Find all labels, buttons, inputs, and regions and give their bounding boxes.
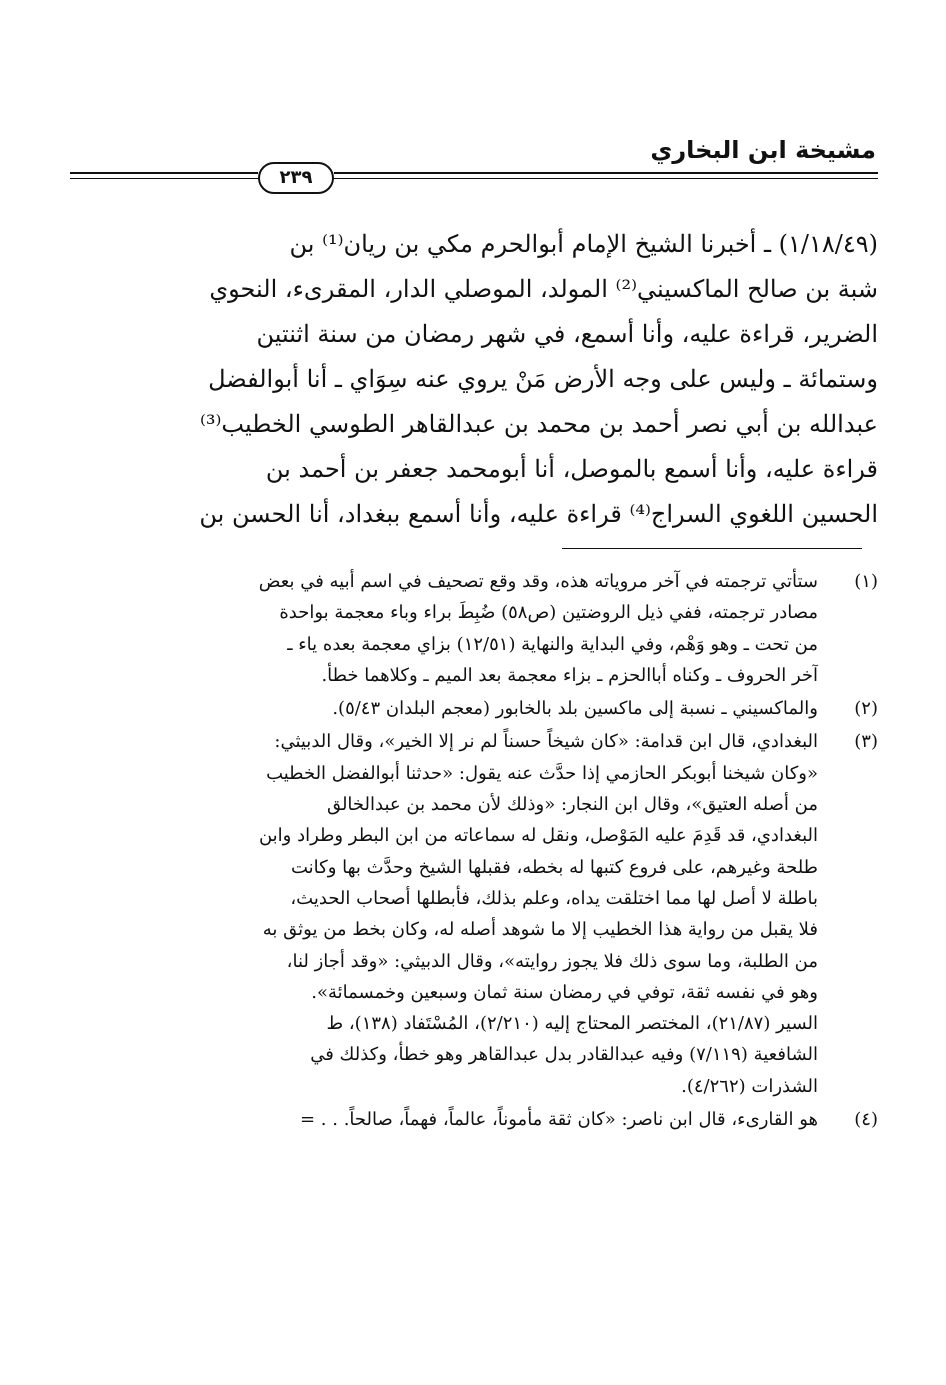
running-header-title: مشيخة ابن البخاري [650, 136, 876, 164]
footnote-line: من تحت ـ وهو وَهْم، وفي البداية والنهاية (١٢/٥١) بزاي معجمة بعده ياء ـ [287, 633, 818, 655]
footnote-separator [562, 548, 862, 549]
footnote-line: البغدادي، قال ابن قدامة: «كان شيخاً حسناً لم نر إلا الخير»، وقال الدبيثي: [274, 731, 818, 753]
footnote-line: هو القارىء، قال ابن ناصر: «كان ثقة مأموناً، عالماً، فهماً، صالحاً. . . = [300, 1109, 818, 1131]
footnote-line: ستأتي ترجمته في آخر مروياته هذه، وقد وقع تصحيف في اسم أبيه في بعض [258, 571, 818, 592]
footnote-line: «وكان شيخنا أبوبكر الحازمي إذا حدَّث عنه يقول: «حدثنا أبوالفضل الخطيب [266, 762, 818, 784]
header-rule-left-thin [70, 178, 258, 179]
footnote-line: فلا يقبل من رواية هذا الخطيب إلا ما شوهد أصله له، وكان بخط من يوثق به [262, 919, 818, 941]
footnote-line: الشافعية (٧/١١٩) وفيه عبدالقادر بدل عبدالقاهر وهو خطأ، وكذلك في [310, 1044, 818, 1066]
footnote-4 [70, 1104, 878, 1135]
footnote-2 [70, 693, 878, 724]
footnote-number: (٤) [854, 1109, 878, 1131]
main-text-line: الضرير، قراءة عليه، وأنا أسمع، في شهر رمضان من سنة اثنتين [256, 320, 878, 348]
footnote-line: والماكسيني ـ نسبة إلى ماكسين بلد بالخابور (معجم البلدان ٥/٤٣). [332, 698, 818, 720]
footnote-number: (١) [854, 571, 878, 592]
main-text-line: وستمائة ـ وليس على وجه الأرض مَنْ يروي عنه سِوَاي ـ أنا أبوالفضل [208, 365, 878, 393]
footnote-line: من الطلبة، وما سوى ذلك فلا يجوز روايته»، وقال الدبيثي: «وقد أجاز لنا، [286, 950, 818, 972]
footnote-line: السير (٢١/٨٧)، المختصر المحتاج إليه (٢/٢١٠)، المُسْتَفاد (١٣٨)، ط [326, 1013, 818, 1035]
footnote-line: من أصله العتيق»، وقال ابن النجار: «وذلك لأن محمد بن عبدالخالق [326, 794, 818, 816]
footnotes-block [70, 566, 878, 1135]
header-rule-right-thin [334, 178, 878, 179]
footnote-line: آخر الحروف ـ وكناه أباالحزم ـ بزاء معجمة بعد الميم ـ وكلاهما خطأ. [321, 664, 818, 686]
footnote-3 [70, 726, 878, 1102]
footnote-line: باطلة لا أصل لها مما اختلقت يداه، وعلم بذلك، فأبطلها أصحاب الحديث، [290, 887, 818, 909]
main-text-line: الحسين اللغوي السراج⁽⁴⁾ قراءة عليه، وأنا أسمع ببغداد، أنا الحسن بن [199, 500, 878, 528]
header-rule-left [70, 172, 258, 174]
main-text-block [70, 222, 878, 537]
header-rule-right [334, 172, 878, 174]
page-number-badge: ٢٣٩ [258, 162, 334, 194]
main-text-line: شبة بن صالح الماكسيني⁽²⁾ المولد، الموصلي الدار، المقرىء، النحوي [209, 275, 878, 303]
footnote-number: (٢) [854, 698, 878, 720]
footnote-line: البغدادي، قد قَدِمَ عليه المَوْصل، ونقل له سماعاته من ابن البطر وطراد وابن [258, 825, 818, 847]
main-text-line: (١/١٨/٤٩) ـ أخبرنا الشيخ الإمام أبوالحرم مكي بن ريان⁽¹⁾ بن [289, 230, 878, 258]
footnote-line: طلحة وغيرهم، على فروع كتبها له بخطه، فقبلها الشيخ وحدَّث بها وكانت [290, 856, 818, 878]
footnote-1 [70, 566, 878, 691]
main-text-line: قراءة عليه، وأنا أسمع بالموصل، أنا أبومحمد جعفر بن أحمد بن [265, 455, 878, 483]
footnote-number: (٣) [854, 731, 878, 753]
footnote-line: الشذرات (٤/٢٦٢). [681, 1075, 818, 1097]
main-text-line: عبدالله بن أبي نصر أحمد بن محمد بن عبدالقاهر الطوسي الخطيب⁽³⁾ [199, 410, 878, 438]
footnote-line: مصادر ترجمته، ففي ذيل الروضتين (ص٥٨) ضُبِطَ براء وباء معجمة بواحدة [279, 602, 818, 624]
footnote-line: وهو في نفسه ثقة، توفي في رمضان سنة ثمان وسبعين وخمسمائة». [311, 981, 818, 1003]
